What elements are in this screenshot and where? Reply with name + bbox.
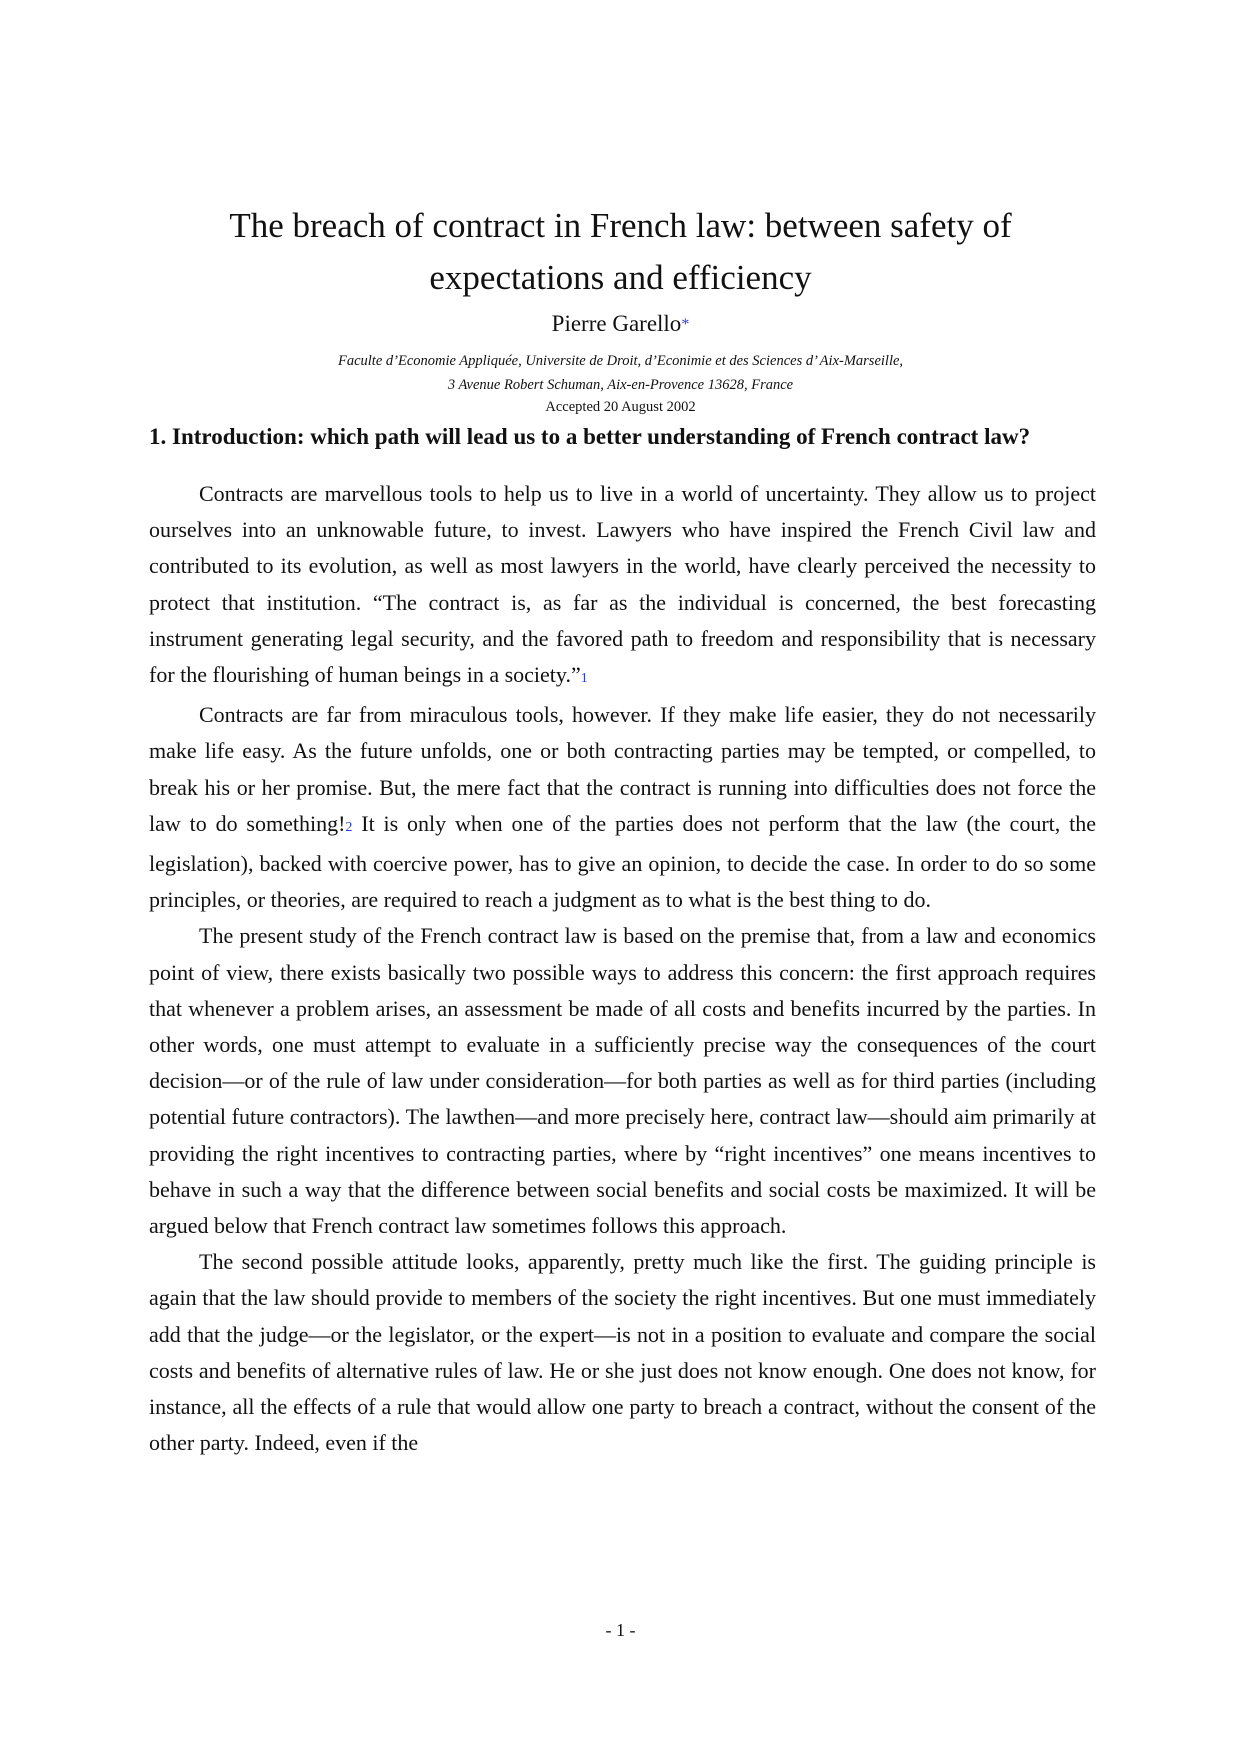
affiliation-line-2: 3 Avenue Robert Schuman, Aix-en-Provence 13628, France	[447, 377, 794, 393]
author-line	[150, 310, 1091, 339]
affiliation	[150, 349, 1091, 397]
paragraph-2-text-b: It is only when one of the parties does not perform that the law (the court, the legislation), backed with coercive power, has to give an opinion, to decide the case. In order to do so some principles, or theories, are required to reach a judgment as to what is the best thing to do.	[149, 810, 1096, 913]
author-name: Pierre Garello	[551, 311, 682, 336]
affiliation-line-1: Faculte d’Economie Appliquée, Universite de Droit, d’Econimie et des Sciences d’ Aix-Marseille,	[337, 353, 904, 369]
author-footnote-link[interactable]: *	[681, 316, 690, 333]
footnote-ref-2[interactable]: 2	[345, 819, 353, 835]
paragraph-3: The present study of the French contract law is based on the premise that, from a law and economics point of view, there exists basically two possible ways to address this concern: the first approach requires that whenever a problem arises, an assessment be made of all costs and benefits incurred by the parties. In other words, one must attempt to evaluate in a sufficiently precise way the consequences of the court decision—or of the rule of law under consideration—for both parties as well as for third parties (including potential future contractors). The lawthen—and more precisely here, contract law—should aim primarily at providing the right incentives to contracting parties, where by “right incentives” one means incentives to behave in such a way that the difference between social benefits and social costs be maximized. It will be argued below that French contract law sometimes follows this approach.	[149, 923, 1096, 1239]
paragraph-2	[149, 697, 1096, 918]
footnote-ref-1[interactable]: 1	[580, 671, 588, 687]
paragraph-1-text: Contracts are marvellous tools to help us to live in a world of uncertainty. They allow us to project ourselves into an unknowable future, to invest. Lawyers who have inspired the French Civil law and contributed to its evolution, as well as most lawyers in the world, have clearly perceived the necessity to protect that institution. “The contract is, as far as the individual is concerned, the best forecasting instrument generating legal security, and the favored path to freedom and responsibility that is necessary for the flourishing of human beings in a society.”	[149, 481, 1096, 688]
paragraph-2-text-a: Contracts are far from miraculous tools, however. If they make life easier, they do not necessarily make life easy. As the future unfolds, one or both contracting parties may be tempted, or compelled, to break his or her promise. But, the mere fact that the contract is running into difficulties does not force the law to do something!	[149, 702, 1096, 836]
paper-title	[150, 200, 1091, 304]
title-line-2: expectations and efficiency	[429, 258, 812, 297]
section-heading: 1. Introduction: which path will lead us to a better understanding of French contract law?	[149, 424, 1031, 449]
paragraph-1	[149, 476, 1096, 697]
paragraph-4: The second possible attitude looks, apparently, pretty much like the first. The guiding principle is again that the law should provide to members of the society the right incentives. But one must immediately add that the judge—or the legislator, or the expert—is not in a position to evaluate and compare the social costs and benefits of alternative rules of law. He or she just does not know enough. One does not know, for instance, all the effects of a rule that would allow one party to breach a contract, without the consent of the other party. Indeed, even if the	[149, 1249, 1096, 1456]
title-line-1: The breach of contract in French law: between safety of	[229, 206, 1012, 245]
body-text	[149, 476, 1096, 1461]
accepted-date: Accepted 20 August 2002	[545, 399, 696, 415]
page-number: - 1 -	[605, 1620, 636, 1640]
